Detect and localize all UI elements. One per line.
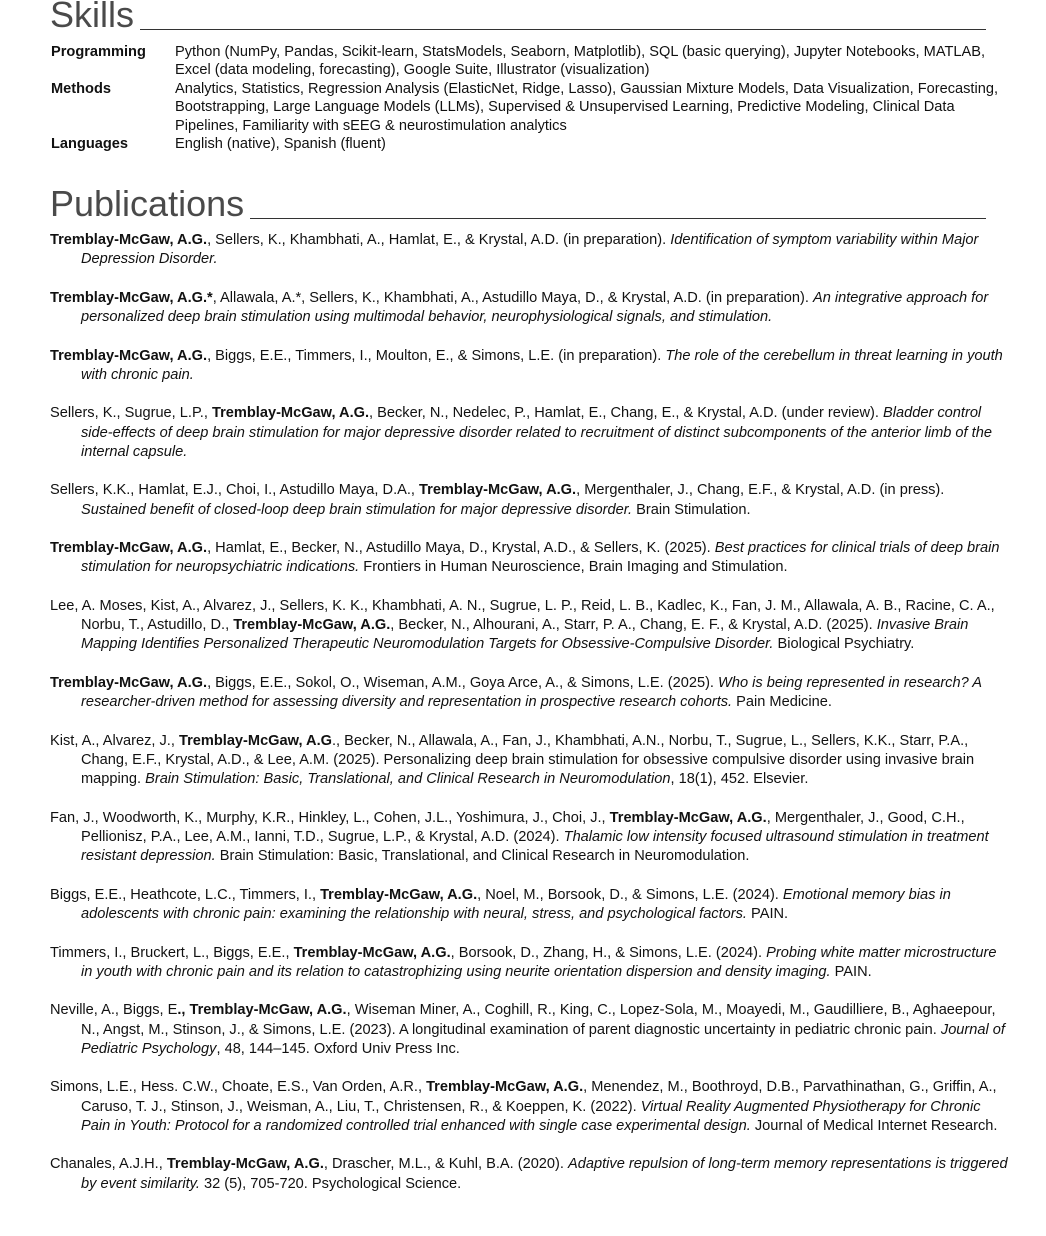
publication-authors-after: , Mergenthaler, J., Chang, E.F., & Krystal, A.D. (in press).: [576, 482, 945, 499]
publication-entry: [50, 404, 1010, 462]
publication-highlight-author: Tremblay-McGaw, A.G.: [609, 809, 767, 826]
publication-venue: Pain Medicine.: [732, 694, 832, 711]
publication-entry: [50, 809, 1010, 867]
publication-entry: [50, 1155, 1010, 1193]
publication-authors-after: , Allawala, A.*, Sellers, K., Khambhati, A., Astudillo Maya, D., & Krystal, A.D. (in preparation).: [212, 289, 813, 306]
publication-entry: [50, 674, 1010, 712]
publication-authors-after: , Wiseman Miner, A., Coghill, R., King, C., Lopez-Sola, M., Moayedi, M., Gaudilliere, B., Aghaeepour, N., Angst, M., Stinson, J., & Simons, L.E. (2023). A longitudinal examination of parent diagnostic uncertainty in pediatric chronic pain.: [81, 1002, 996, 1038]
publication-authors-after: , Becker, N., Nedelec, P., Hamlat, E., Chang, E., & Krystal, A.D. (under review).: [369, 405, 884, 422]
publication-authors-after: , Sellers, K., Khambhati, A., Hamlat, E., & Krystal, A.D. (in preparation).: [207, 232, 671, 248]
publication-authors-after: , Mergenthaler, J., Good, C.H., Pellionisz, P.A., Lee, A.M., Ianni, T.D., Sugrue, L.P., & Krystal, A.D. (2024).: [81, 809, 965, 845]
skills-rule: [140, 29, 986, 30]
publication-title: The role of the cerebellum in threat learning in youth with chronic pain.: [81, 347, 1003, 383]
publication-title: Virtual Reality Augmented Physiotherapy for Chronic Pain in Youth: Protocol for a randomized controlled trial enhanced with single case experimental design.: [81, 1098, 981, 1134]
skill-value: English (native), Spanish (fluent): [175, 136, 386, 153]
publication-entry: [50, 539, 1010, 577]
publication-highlight-author: Tremblay-McGaw, A.G.: [426, 1079, 584, 1096]
publication-authors-before: Neville, A., Biggs, E: [50, 1002, 178, 1019]
publication-entry: [50, 347, 1010, 385]
publication-highlight-author: Tremblay-McGaw, A.G: [178, 732, 332, 749]
publication-venue: Brain Stimulation: Basic, Translational, and Clinical Research in Neuromodulation.: [215, 848, 750, 865]
publication-authors-after: , Biggs, E.E., Sokol, O., Wiseman, A.M., Goya Arce, A., & Simons, L.E. (2025).: [207, 674, 719, 691]
publication-highlight-author: Tremblay-McGaw, A.G.*: [50, 289, 213, 306]
publication-venue: Journal of Medical Internet Research.: [750, 1117, 998, 1134]
publication-authors-after: , Becker, N., Alhourani, A., Starr, P. A., Chang, E. F., & Krystal, A.D. (2025).: [390, 617, 877, 634]
skills-heading: [50, 0, 986, 33]
publication-authors-before: Kist, A., Alvarez, J.,: [50, 732, 179, 749]
publication-authors-before: Biggs, E.E., Heathcote, L.C., Timmers, I.,: [50, 886, 321, 903]
publication-venue: PAIN.: [747, 905, 789, 922]
publication-authors-before: Timmers, I., Bruckert, L., Biggs, E.E.,: [50, 944, 294, 961]
publication-title: An integrative approach for personalized deep brain stimulation using multimodal behavior, neurophysiological signals, and stimulation.: [81, 289, 989, 325]
publication-title: Probing white matter microstructure in youth with chronic pain and its relation to catastrophizing using neurite orientation dispersion and density imaging.: [81, 944, 997, 980]
publication-entry: [50, 886, 1010, 924]
publication-authors-before: Simons, L.E., Hess. C.W., Choate, E.S., Van Orden, A.R.,: [50, 1079, 427, 1096]
skill-label: Languages: [51, 136, 129, 153]
publication-venue: Brain Stimulation.: [632, 501, 751, 518]
publication-authors-after: , Hamlat, E., Becker, N., Astudillo Maya, D., Krystal, A.D., & Sellers, K. (2025).: [207, 540, 715, 557]
skill-row: [51, 135, 1011, 153]
publication-title: Who is being represented in research? A researcher-driven method for assessing diversity and representation in prospective research cohorts.: [81, 674, 982, 711]
publication-highlight-author: ., Tremblay-McGaw, A.G.: [177, 1002, 347, 1019]
publication-highlight-author: Tremblay-McGaw, A.G.: [233, 617, 391, 634]
publication-title: Bladder control side-effects of deep brain stimulation for major depressive disorder related to recruitment of distinct subcomponents of the anterior limb of the internal capsule.: [81, 405, 992, 460]
skill-label: Methods: [51, 80, 111, 97]
publication-title: Invasive Brain Mapping Identifies Personalized Therapeutic Neuromodulation Targets for Obsessive-Compulsive Disorder.: [81, 617, 969, 653]
skill-row: [51, 80, 1011, 135]
skills-title: Skills: [50, 0, 135, 35]
publication-entry: [50, 732, 1010, 790]
skill-label: Programming: [51, 44, 146, 60]
publication-venue: Biological Psychiatry.: [773, 636, 915, 653]
publication-entry: [50, 231, 1010, 269]
publications-title: Publications: [50, 183, 245, 224]
publication-title: Emotional memory bias in adolescents with chronic pain: examining the relationship with neural, stress, and psychological factors.: [81, 886, 951, 922]
publication-authors-after: ., Becker, N., Allawala, A., Fan, J., Khambhati, A.N., Norbu, T., Sugrue, L., Sellers, K.K., Starr, P.A., Chang, E.F., Krystal, A.D., & Lee, A.M. (2025). Personalizing deep brain stimulation for obsessive compulsive disorder using invasive brain mapping.: [81, 732, 975, 788]
publication-authors-before: Lee, A. Moses, Kist, A., Alvarez, J., Sellers, K. K., Khambhati, A. N., Sugrue, L. P., Reid, L. B., Kadlec, K., Fan, J. M., Allawala, A. B., Racine, C. A., Norbu, T., Astudillo, D.,: [50, 597, 995, 634]
publication-title: Thalamic low intensity focused ultrasound stimulation in treatment resistant depression.: [81, 828, 989, 865]
publications-rule: [250, 218, 986, 219]
publication-venue: , 18(1), 452. Elsevier.: [670, 771, 809, 788]
publication-authors-before: Fan, J., Woodworth, K., Murphy, K.R., Hinkley, L., Cohen, J.L., Yoshimura, J., Choi, J.,: [50, 809, 610, 826]
publication-entry: [50, 1001, 1010, 1059]
skill-row: [51, 43, 1011, 80]
publication-authors-after: , Drascher, M.L., & Kuhl, B.A. (2020).: [323, 1156, 569, 1173]
publication-authors-after: , Borsook, D., Zhang, H., & Simons, L.E. (2024).: [450, 944, 767, 961]
publication-authors-before: Sellers, K., Sugrue, L.P.,: [50, 405, 212, 422]
publication-authors-after: , Biggs, E.E., Timmers, I., Moulton, E., & Simons, L.E. (in preparation).: [207, 347, 666, 364]
publication-venue: PAIN.: [830, 963, 872, 980]
publication-entry: [50, 1078, 1010, 1136]
publication-venue: Frontiers in Human Neuroscience, Brain Imaging and Stimulation.: [359, 559, 788, 576]
skills-list: [51, 43, 1011, 153]
publication-title: Best practices for clinical trials of deep brain stimulation for neuropsychiatric indications.: [81, 540, 1000, 576]
publication-authors-before: Chanales, A.J.H.,: [50, 1156, 167, 1173]
publication-highlight-author: Tremblay-McGaw, A.G.: [50, 232, 208, 248]
publication-highlight-author: Tremblay-McGaw, A.G.: [419, 482, 577, 499]
publication-highlight-author: Tremblay-McGaw, A.G.: [320, 886, 478, 903]
publication-entry: [50, 944, 1010, 982]
publication-entry: [50, 597, 1010, 655]
publication-entry: [50, 289, 1010, 327]
publications-list: [50, 231, 1010, 1213]
publication-title: Brain Stimulation: Basic, Translational, and Clinical Research in Neuromodulation: [145, 771, 671, 788]
publication-authors-before: Sellers, K.K., Hamlat, E.J., Choi, I., Astudillo Maya, D.A.,: [50, 482, 420, 499]
publications-heading: [50, 183, 986, 224]
publication-entry: [50, 481, 1010, 519]
publication-venue: , 48, 144–145. Oxford Univ Press Inc.: [216, 1040, 460, 1057]
publication-highlight-author: Tremblay-McGaw, A.G.: [50, 540, 208, 557]
publication-venue: 32 (5), 705-720. Psychological Science.: [199, 1175, 462, 1192]
skill-value: Python (NumPy, Pandas, Scikit-learn, StatsModels, Seaborn, Matplotlib), SQL (basic querying), Jupyter Notebooks, MATLAB, Excel (data modeling, forecasting), Google Suite, Illustrator (visualization): [175, 44, 986, 79]
publication-highlight-author: Tremblay-McGaw, A.G.: [50, 674, 208, 691]
publication-authors-after: , Menendez, M., Boothroyd, D.B., Parvathinathan, G., Griffin, A., Caruso, T. J., Stinson, J., Weisman, A., Liu, T., Christensen, R., & Koeppen, K. (2022).: [81, 1079, 997, 1115]
publication-authors-after: , Noel, M., Borsook, D., & Simons, L.E. (2024).: [477, 886, 783, 903]
publication-title: Adaptive repulsion of long-term memory representations is triggered by event similarity.: [81, 1156, 1008, 1192]
publication-highlight-author: Tremblay-McGaw, A.G.: [211, 405, 370, 422]
skill-value: Analytics, Statistics, Regression Analysis (ElasticNet, Ridge, Lasso), Gaussian Mixture Models, Data Visualization, Forecasting, Bootstrapping, Large Language Models (LLMs), Supervised & Unsupervised Learning, Predictive Modeling, Clinical Data Pipelines, Familiarity with sEEG & neurostimulation analytics: [175, 80, 999, 134]
publication-highlight-author: Tremblay-McGaw, A.G.: [50, 347, 208, 364]
publication-title: Journal of Pediatric Psychology: [81, 1021, 1005, 1057]
publication-highlight-author: Tremblay-McGaw, A.G.: [293, 944, 451, 961]
publication-title: Identification of symptom variability within Major Depression Disorder.: [81, 232, 979, 268]
publication-highlight-author: Tremblay-McGaw, A.G.: [166, 1156, 324, 1173]
publication-title: Sustained benefit of closed-loop deep brain stimulation for major depressive disorder.: [81, 501, 633, 518]
